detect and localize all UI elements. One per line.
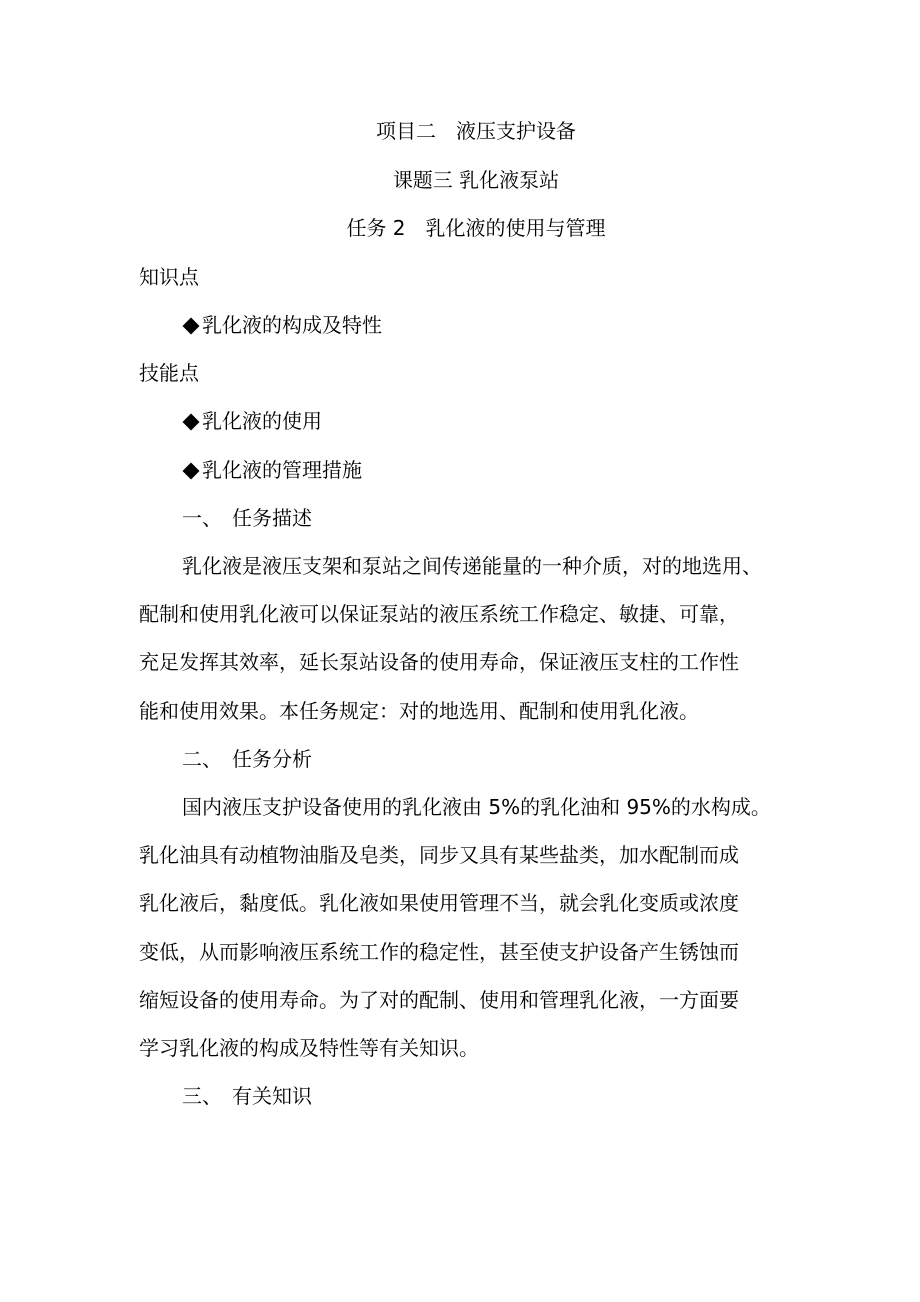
section-heading: 二、 任务分析 xyxy=(182,747,312,771)
knowledge-item-label: 乳化液的构成及特性 xyxy=(202,313,382,337)
paragraph-line: 乳化液后，黏度低。乳化液如果使用管理不当，就会乳化变质或浓度 xyxy=(139,891,739,915)
paragraph-line: 变低，从而影响液压系统工作的稳定性，甚至使支护设备产生锈蚀而 xyxy=(139,940,739,964)
paragraph-line: 配制和使用乳化液可以保证泵站的液压系统工作稳定、敏捷、可靠， xyxy=(139,602,739,626)
paragraph-line: 国内液压支护设备使用的乳化液由 5%的乳化油和 95%的水构成。 xyxy=(182,795,771,819)
knowledge-item xyxy=(182,311,382,339)
paragraph-line: 能和使用效果。本任务规定：对的地选用、配制和使用乳化液。 xyxy=(139,699,699,723)
diamond-bullet-icon xyxy=(183,317,200,334)
paragraph-line: 乳化液是液压支架和泵站之间传递能量的一种介质，对的地选用、 xyxy=(182,554,762,578)
topic-title: 课题三 乳化液泵站 xyxy=(392,168,560,192)
paragraph-line: 乳化油具有动植物油脂及皂类，同步又具有某些盐类，加水配制而成 xyxy=(139,843,739,867)
knowledge-heading: 知识点 xyxy=(139,265,199,289)
skill-item xyxy=(182,456,362,484)
section-heading: 三、 有关知识 xyxy=(182,1084,312,1108)
diamond-bullet-icon xyxy=(183,462,200,479)
paragraph-line: 学习乳化液的构成及特性等有关知识。 xyxy=(139,1036,479,1060)
diamond-bullet-icon xyxy=(183,413,200,430)
paragraph-line: 充足发挥其效率，延长泵站设备的使用寿命，保证液压支柱的工作性 xyxy=(139,650,739,674)
section-heading: 一、 任务描述 xyxy=(182,506,312,530)
skill-item xyxy=(182,407,322,435)
task-title: 任务 2 乳化液的使用与管理 xyxy=(346,216,606,240)
skill-item-label: 乳化液的使用 xyxy=(202,409,322,433)
project-title: 项目二 液压支护设备 xyxy=(376,119,576,143)
skill-item-label: 乳化液的管理措施 xyxy=(202,458,362,482)
paragraph-line: 缩短设备的使用寿命。为了对的配制、使用和管理乳化液，一方面要 xyxy=(139,988,739,1012)
skills-heading: 技能点 xyxy=(139,361,199,385)
